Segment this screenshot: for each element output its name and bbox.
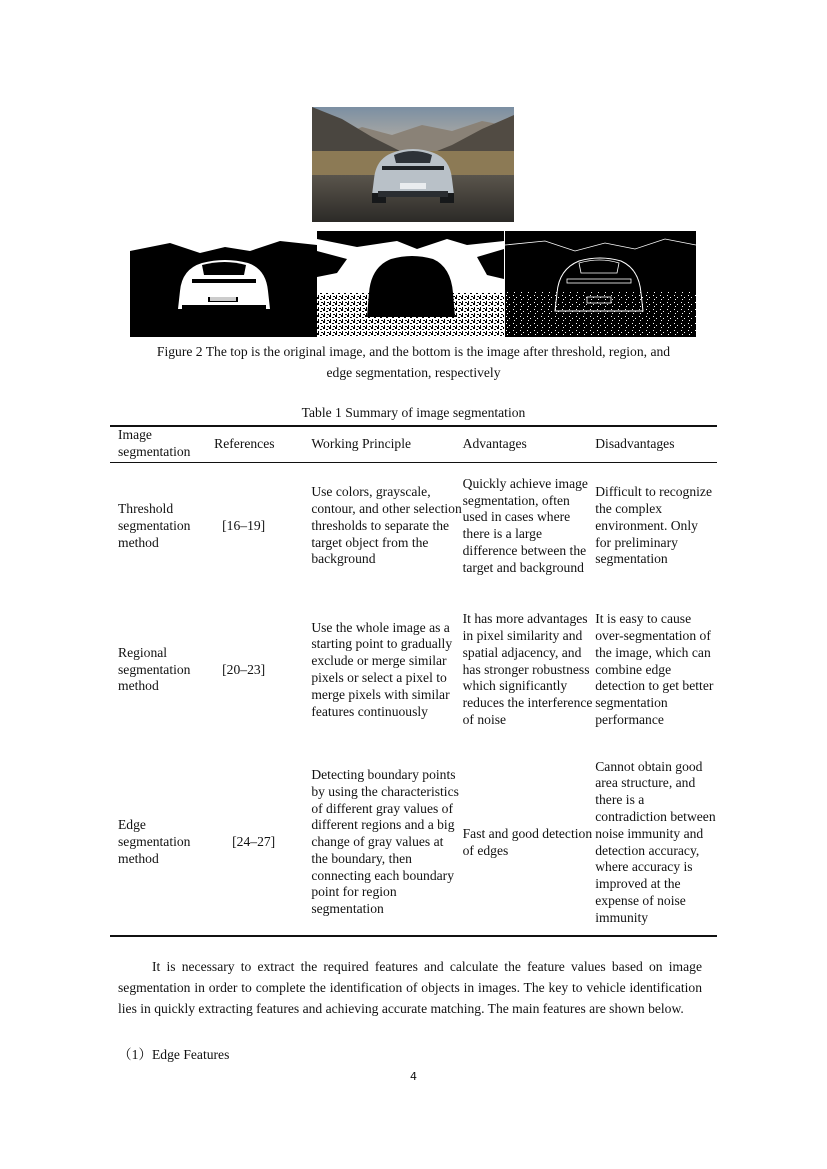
header-image-segmentation: Image segmentation [118,427,191,460]
advantages-cell: Quickly achieve image segmentation, often used in cases where there is a large difference between the target and background [462,475,588,575]
segmentation-summary-table [110,425,717,937]
figure-caption-line-2: edge segmentation, respectively [326,365,501,380]
figure-caption-line-1: Figure 2 The top is the original image, and the bottom is the image after threshold, region, and [156,344,671,359]
edge-segmentation-image [505,231,696,337]
references-cell: [24–27] [232,834,276,850]
body-paragraph: It is necessary to extract the required features and calculate the feature values based on image segmentation in order to complete the identification of objects in images. The key to vehicle identification lies in quickly extracting features and achieving accurate matching. The main features are shown below. [118,959,702,1017]
figure-caption [120,341,707,383]
principle-cell: Use colors, grayscale, contour, and other selection thresholds to separate the target object from the background [311,484,462,567]
original-car-photo [312,107,514,222]
header-references: References [214,435,275,451]
references-cell: [20–23] [222,661,266,677]
threshold-segmentation-image [130,231,317,337]
table-row [110,462,717,590]
method-cell: Edge segmentation method [118,817,191,866]
method-cell: Regional segmentation method [118,644,191,694]
table-caption: Table 1 Summary of image segmentation [301,405,526,420]
header-advantages: Advantages [462,435,527,451]
principle-cell: Use the whole image as a starting point to gradually exclude or merge similar pixels or select a pixel to merge pixels with similar features continuously [311,619,453,719]
section-subheading: （1）Edge Features [118,1047,230,1062]
disadvantages-cell: Cannot obtain good area structure, and there is a contradiction between noise immunity and detection accuracy, where accuracy is improved at the expense of noise immunity [595,758,716,925]
header-disadvantages: Disadvantages [595,435,675,451]
region-segmentation-image [317,231,504,337]
method-cell: Threshold segmentation method [118,501,191,550]
table-header-row [110,426,717,462]
references-cell: [16–19] [222,517,266,533]
table-row [110,750,717,936]
disadvantages-cell: Difficult to recognize the complex environment. Only for preliminary segmentation [595,484,712,567]
principle-cell: Detecting boundary points by using the characteristics of different gray values of different regions and a big change of gray values at the boundary, then connecting each boundary point for region segmentation [311,766,459,917]
page-number: 4 [410,1070,417,1083]
table-row [110,590,717,750]
header-working-principle: Working Principle [311,435,412,451]
disadvantages-cell: It is easy to cause over-segmentation of the image, which can combine edge detection to get better segmentation performance [595,611,714,727]
advantages-cell: Fast and good detection of edges [462,825,593,858]
advantages-cell: It has more advantages in pixel similarity and spatial adjacency, and has stronger robustness which significantly reduces the interference of noise [462,611,593,727]
